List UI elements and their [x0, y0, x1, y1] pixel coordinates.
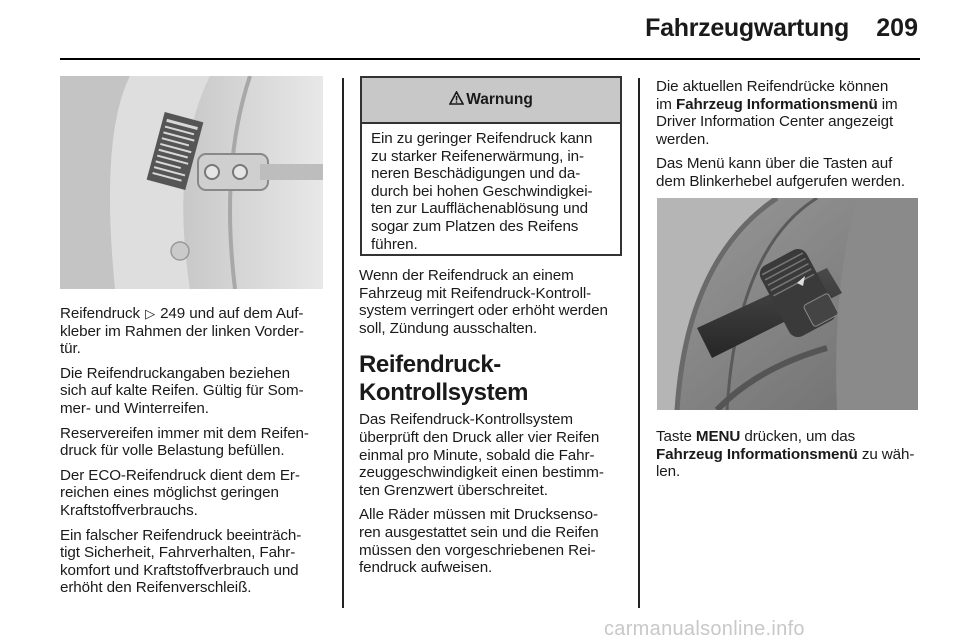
text-run: im: [877, 95, 898, 113]
text-line: überprüft den Druck aller vier Reifen: [359, 428, 600, 446]
menu-button-name: MENU: [695, 428, 741, 445]
text-line: Die aktuellen Reifendrücke können: [656, 78, 889, 95]
warning-title: Warnung: [466, 91, 533, 108]
arrow-right-icon: ▷: [145, 306, 155, 321]
text-line: Wenn der Reifendruck an einem: [359, 267, 574, 284]
paragraph: [60, 365, 330, 418]
text-run: 249 und auf dem Auf-: [155, 305, 304, 322]
warning-text: [362, 124, 620, 253]
menu-name: Fahrzeug Informationsmenü: [656, 445, 858, 463]
menu-name: Fahrzeug Informationsmenü: [675, 95, 878, 113]
text-line: fendruck aufweisen.: [359, 559, 493, 577]
text-line: soll, Zündung ausschalten.: [359, 319, 538, 337]
text-line: Reservereifen immer mit dem Reifen-: [60, 424, 309, 442]
text-line: sogar zum Platzen des Reifens: [371, 217, 579, 235]
paragraph: [359, 506, 631, 576]
text-line: tigt Sicherheit, Fahrverhalten, Fahr-: [60, 544, 296, 562]
text-run: Taste: [656, 428, 696, 445]
text-line: komfort und Kraftstoffverbrauch und: [60, 561, 299, 579]
text-line: system verringert oder erhöht werden: [359, 302, 608, 320]
column-divider-right: [638, 78, 640, 608]
text-line: zeuggeschwindigkeit einen bestimm-: [359, 464, 604, 482]
paragraph: [60, 425, 330, 460]
text-line: müssen den vorgeschriebenen Rei-: [359, 541, 596, 559]
text-line: reichen eines möglichst geringen: [60, 484, 279, 502]
text-line: werden.: [656, 130, 710, 148]
paragraph: [60, 467, 330, 520]
text-line: druck für volle Belastung befüllen.: [60, 442, 285, 460]
text-run: Reifendruck: [60, 305, 145, 322]
text-line: erhöht den Reifenverschleiß.: [60, 579, 252, 597]
text-line: Ein zu geringer Reifendruck kann: [371, 130, 593, 147]
warning-triangle-icon: [449, 91, 464, 110]
paragraph: [60, 527, 330, 597]
text-line: Fahrzeug mit Reifendruck-Kontroll-: [359, 284, 592, 302]
heading-line: Kontrollsystem: [359, 379, 529, 407]
turn-signal-lever-photo: [657, 198, 918, 410]
heading-line: Reifendruck-: [359, 351, 501, 379]
text-line: mer- und Winterreifen.: [60, 399, 209, 417]
text-line: Das Menü kann über die Tasten auf: [656, 155, 893, 173]
text-line: einmal pro Minute, sobald die Fahr-: [359, 446, 595, 464]
section-heading: [359, 351, 631, 407]
paragraph: [656, 428, 926, 481]
warning-box: [360, 76, 622, 256]
watermark: carmanualsonline.info: [604, 618, 805, 640]
text-line: zu starker Reifenerwärmung, in-: [371, 147, 584, 165]
text-line: Ein falscher Reifendruck beeinträch-: [60, 526, 302, 544]
text-line: neren Beschädigungen und da-: [371, 165, 581, 183]
text-line: kleber im Rahmen der linken Vorder-: [60, 322, 304, 340]
text-line: ten Grenzwert überschreitet.: [359, 481, 548, 499]
text-line: Der ECO-Reifendruck dient dem Er-: [60, 466, 300, 484]
text-line: tür.: [60, 340, 81, 358]
text-line: dem Blinkerhebel aufgerufen werden.: [656, 172, 905, 190]
header-divider: [60, 58, 920, 60]
warning-header: [362, 78, 620, 124]
paragraph: [656, 155, 926, 190]
text-line: len.: [656, 463, 681, 481]
text-run: drücken, um das: [740, 428, 856, 445]
page-number: 209: [876, 14, 918, 42]
text-line: Das Reifendruck-Kontrollsystem: [359, 411, 573, 429]
text-line: ten zur Laufflächenablösung und: [371, 200, 589, 218]
text-line: sich auf kalte Reifen. Gültig für Som-: [60, 382, 304, 400]
column-divider-left: [342, 78, 344, 608]
text-line: Kraftstoffverbrauchs.: [60, 501, 198, 519]
text-line: Die Reifendruckangaben beziehen: [60, 364, 290, 382]
tire-pressure-label-photo: [60, 76, 323, 289]
text-line: führen.: [371, 235, 418, 253]
text-line: Driver Information Center angezeigt: [656, 113, 894, 131]
text-line: durch bei hohen Geschwindigkei-: [371, 182, 593, 200]
text-line: ren ausgestattet sein und die Reifen: [359, 523, 599, 541]
section-title: Fahrzeugwartung: [645, 14, 849, 42]
paragraph: [60, 305, 330, 358]
text-line: Alle Räder müssen mit Drucksenso-: [359, 506, 598, 524]
paragraph: [656, 78, 926, 148]
text-run: zu wäh-: [857, 445, 915, 463]
paragraph: [359, 411, 631, 499]
paragraph: [359, 267, 631, 337]
text-run: im: [656, 95, 676, 113]
